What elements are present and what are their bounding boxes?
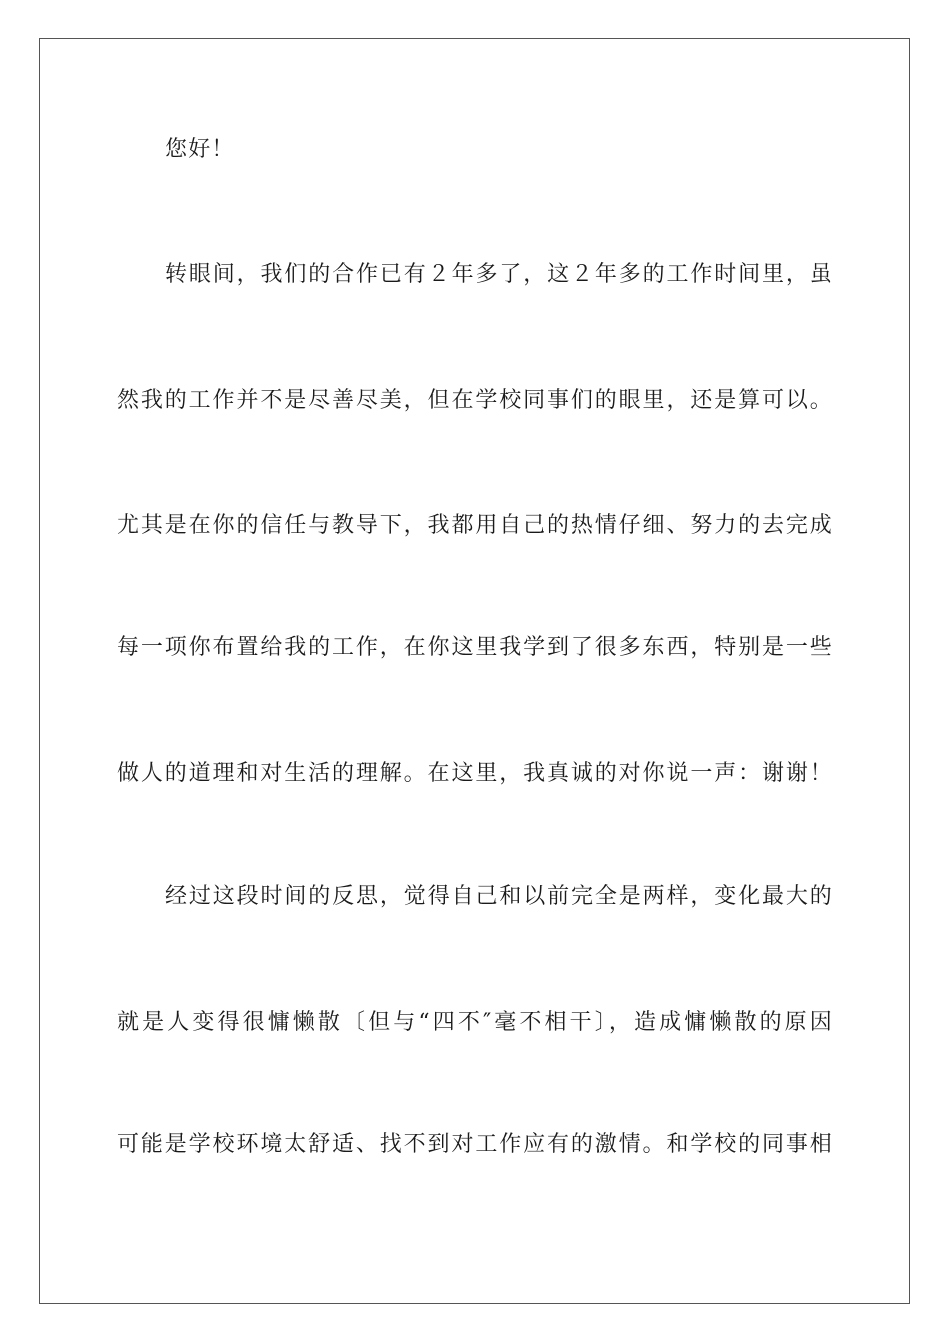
paragraph-line-6: 经过这段时间的反思，觉得自己和以前完全是两样，变化最大的 [165, 884, 833, 909]
paragraph-line-7: 就是人变得很慵懒散〔但与“四不″毫不相干〕，造成慵懒散的原因 [117, 1010, 833, 1035]
paragraph-line-5: 做人的道理和对生活的理解。在这里，我真诚的对你说一声：谢谢！ [117, 761, 833, 786]
paragraph-line-8: 可能是学校环境太舒适、找不到对工作应有的激情。和学校的同事相 [117, 1132, 833, 1157]
paragraph-line-4: 每一项你布置给我的工作，在你这里我学到了很多东西，特别是一些 [117, 635, 833, 660]
paragraph-line-3: 尤其是在你的信任与教导下，我都用自己的热情仔细、努力的去完成 [117, 513, 833, 538]
paragraph-line-2: 然我的工作并不是尽善尽美，但在学校同事们的眼里，还是算可以。 [117, 388, 833, 413]
greeting-line: 您好！ [165, 137, 235, 162]
page-border [39, 38, 910, 1304]
paragraph-line-1: 转眼间，我们的合作已有２年多了，这２年多的工作时间里，虽 [165, 262, 833, 287]
